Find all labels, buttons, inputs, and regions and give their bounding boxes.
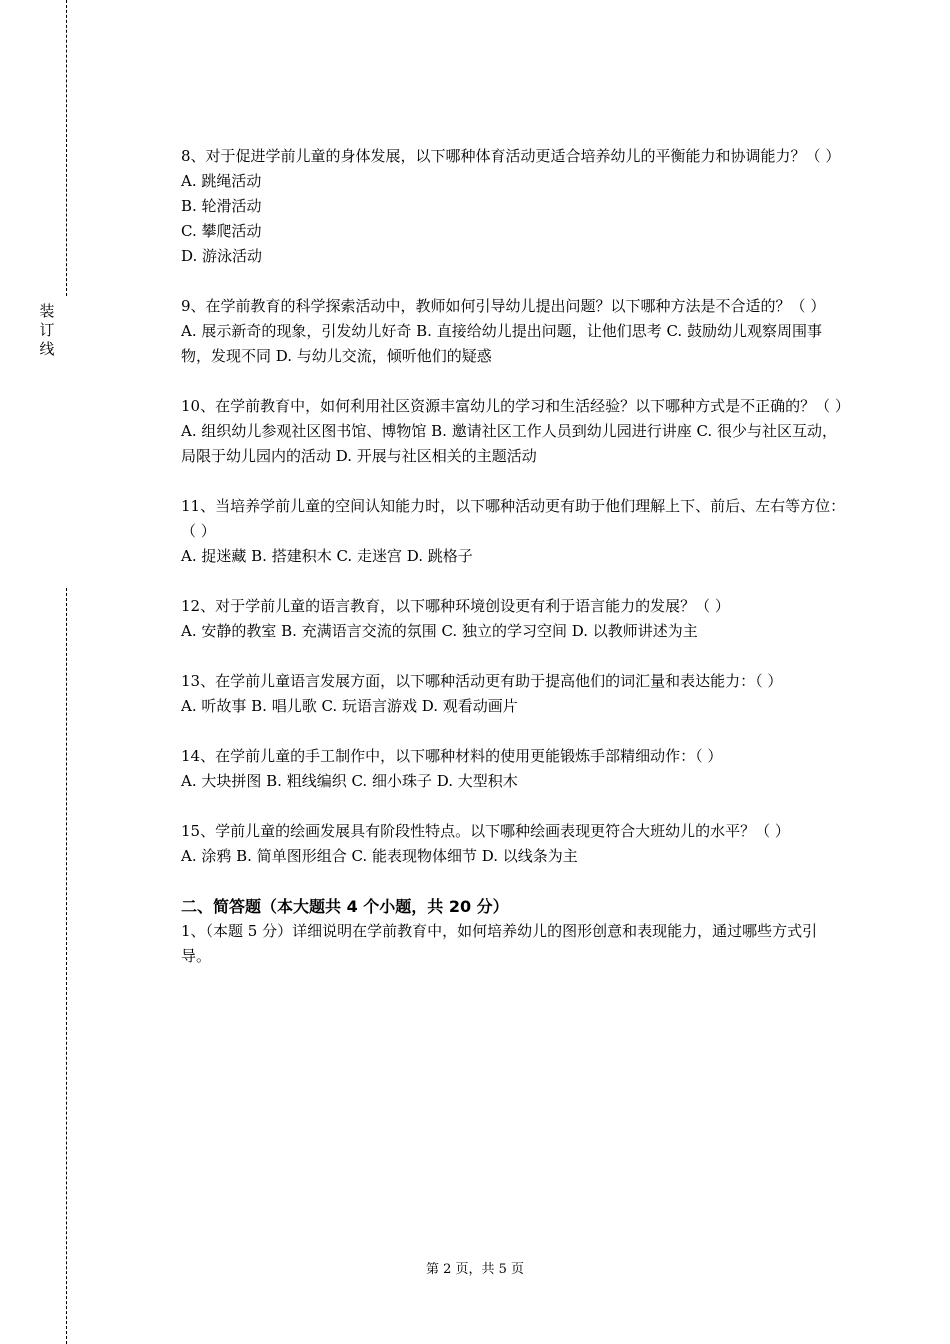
page-footer: 第 2 页，共 5 页 (425, 1262, 525, 1277)
question-block (181, 744, 847, 794)
question-stem: 10、在学前教育中，如何利用社区资源丰富幼儿的学习和生活经验？以下哪种方式是不正确的？（ ） (181, 397, 850, 415)
binding-label: 装订线 (39, 302, 55, 358)
question-stem: 12、对于学前儿童的语言教育，以下哪种环境创设更有利于语言能力的发展？（ ） (181, 597, 730, 615)
short-answer-list (181, 919, 847, 969)
binding-line-top (66, 0, 67, 296)
question-block (181, 594, 847, 644)
question-block (181, 394, 850, 469)
question-stem: 14、在学前儿童的手工制作中，以下哪种材料的使用更能锻炼手部精细动作：（ ） (181, 747, 723, 765)
question-option: C. 攀爬活动 (181, 222, 262, 240)
section-title: 二、简答题（本大题共 4 个小题，共 20 分） (181, 897, 509, 916)
question-option: A. 安静的教室 B. 充满语言交流的氛围 C. 独立的学习空间 D. 以教师讲述为主 (181, 622, 698, 640)
question-option: A. 涂鸦 B. 简单图形组合 C. 能表现物体细节 D. 以线条为主 (181, 847, 578, 865)
question-option: A. 展示新奇的现象，引发幼儿好奇 B. 直接给幼儿提出问题，让他们思考 C. 鼓励幼儿观察周围事物，发现不同 D. 与幼儿交流，倾听他们的疑惑 (181, 322, 822, 365)
short-answer-question: 1、（本题 5 分）详细说明在学前教育中，如何培养幼儿的图形创意和表现能力，通过哪些方式引导。 (181, 922, 818, 965)
question-option: A. 听故事 B. 唱儿歌 C. 玩语言游戏 D. 观看动画片 (181, 697, 518, 715)
question-option: A. 大块拼图 B. 粗线编织 C. 细小珠子 D. 大型积木 (181, 772, 518, 790)
question-list (181, 144, 850, 869)
question-block (181, 144, 847, 269)
question-block (181, 494, 847, 569)
question-option: A. 捉迷藏 B. 搭建积木 C. 走迷宫 D. 跳格子 (181, 547, 473, 565)
question-block (181, 669, 847, 719)
binding-line-bottom (66, 588, 67, 1344)
question-stem: 11、当培养学前儿童的空间认知能力时，以下哪种活动更有助于他们理解上下、前后、左右等方位：（ ） (181, 497, 846, 540)
question-block (181, 294, 847, 369)
question-stem: 9、在学前教育的科学探索活动中，教师如何引导幼儿提出问题？以下哪种方法是不合适的？（ ） (181, 297, 826, 315)
question-option: B. 轮滑活动 (181, 197, 262, 215)
question-stem: 15、学前儿童的绘画发展具有阶段性特点。以下哪种绘画表现更符合大班幼儿的水平？（ ） (181, 822, 790, 840)
question-block (181, 819, 847, 869)
question-stem: 13、在学前儿童语言发展方面，以下哪种活动更有助于提高他们的词汇量和表达能力：（ ） (181, 672, 783, 690)
question-option: D. 游泳活动 (181, 247, 263, 265)
exam-content (181, 144, 850, 969)
question-option: A. 组织幼儿参观社区图书馆、博物馆 B. 邀请社区工作人员到幼儿园进行讲座 C. 很少与社区互动，局限于幼儿园内的活动 D. 开展与社区相关的主题活动 (181, 422, 837, 465)
question-option: A. 跳绳活动 (181, 172, 262, 190)
question-stem: 8、对于促进学前儿童的身体发展，以下哪种体育活动更适合培养幼儿的平衡能力和协调能力？（ ） (181, 147, 841, 165)
